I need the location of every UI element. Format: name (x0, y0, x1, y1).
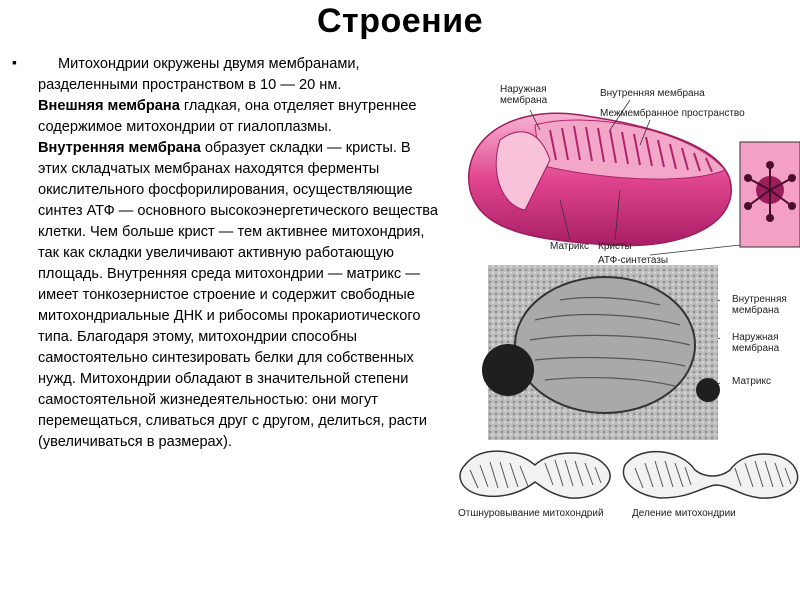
inner-membrane-term: Внутренняя мембрана (38, 140, 201, 156)
label-cristae: Кристы (598, 241, 632, 252)
em-label-matrix: Матрикс (732, 376, 771, 387)
page-title: Строение (317, 2, 483, 40)
paragraph-outer (38, 96, 438, 138)
outer-membrane-term: Внешняя мембрана (38, 98, 180, 114)
label-atp-synthases: АТФ-синтетазы (598, 255, 669, 266)
inner-membrane-desc: образует складки — кристы. В этих складчатых мембранах находятся ферменты окислительного фосфорилирования, осуществляющие синтез АТФ — основного высокоэнергетического вещества клетки. Чем больше крист — тем активнее митохондрия, так как складки увеличивают активную работающую площадь. Внутренняя среда митохондрии — матрикс — имеет тонкозернистое строение и содержит свободные митохондриальные ДНК и рибосомы прокариотического типа. Благодаря этому, митохондрии способны самостоятельно синтезировать белки для собственных нужд. Митохондрии обладают в значительной степени самостоятельной жизнедеятельностью: они могут перемещаться, сливаться друг с другом, делиться, расти (увеличиваться в размерах). (38, 140, 438, 450)
paragraph-intro: Митохондрии окружены двумя мембранами, разделенными пространством в 10 — 20 нм. (38, 56, 360, 93)
bullet-icon: ▪ (12, 54, 17, 70)
label-constriction: Отшнуровывание митохондрий (458, 508, 604, 519)
electron-micrograph (482, 265, 720, 440)
atp-synthase-inset (740, 142, 800, 247)
label-matrix: Матрикс (550, 241, 589, 252)
label-inner-membrane: Внутренняя мембрана (600, 88, 705, 99)
mitochondrion-3d (469, 113, 732, 245)
body-text (38, 54, 438, 453)
em-label-outer-membrane: Наружная мембрана (732, 332, 780, 354)
label-intermembrane: Межмембранное пространство (600, 108, 745, 119)
label-division: Деление митохондрии (632, 508, 736, 519)
label-outer-membrane: Наружная мембрана (500, 84, 548, 106)
mitochondria-figure (440, 70, 800, 600)
division-illustrations (460, 451, 798, 498)
em-label-inner-membrane: Внутренняя мембрана (732, 294, 787, 316)
outer-membrane-desc: гладкая, она отделяет внутреннее содержимое митохондрии от гиалоплазмы. (38, 98, 417, 135)
paragraph-inner (38, 138, 438, 453)
